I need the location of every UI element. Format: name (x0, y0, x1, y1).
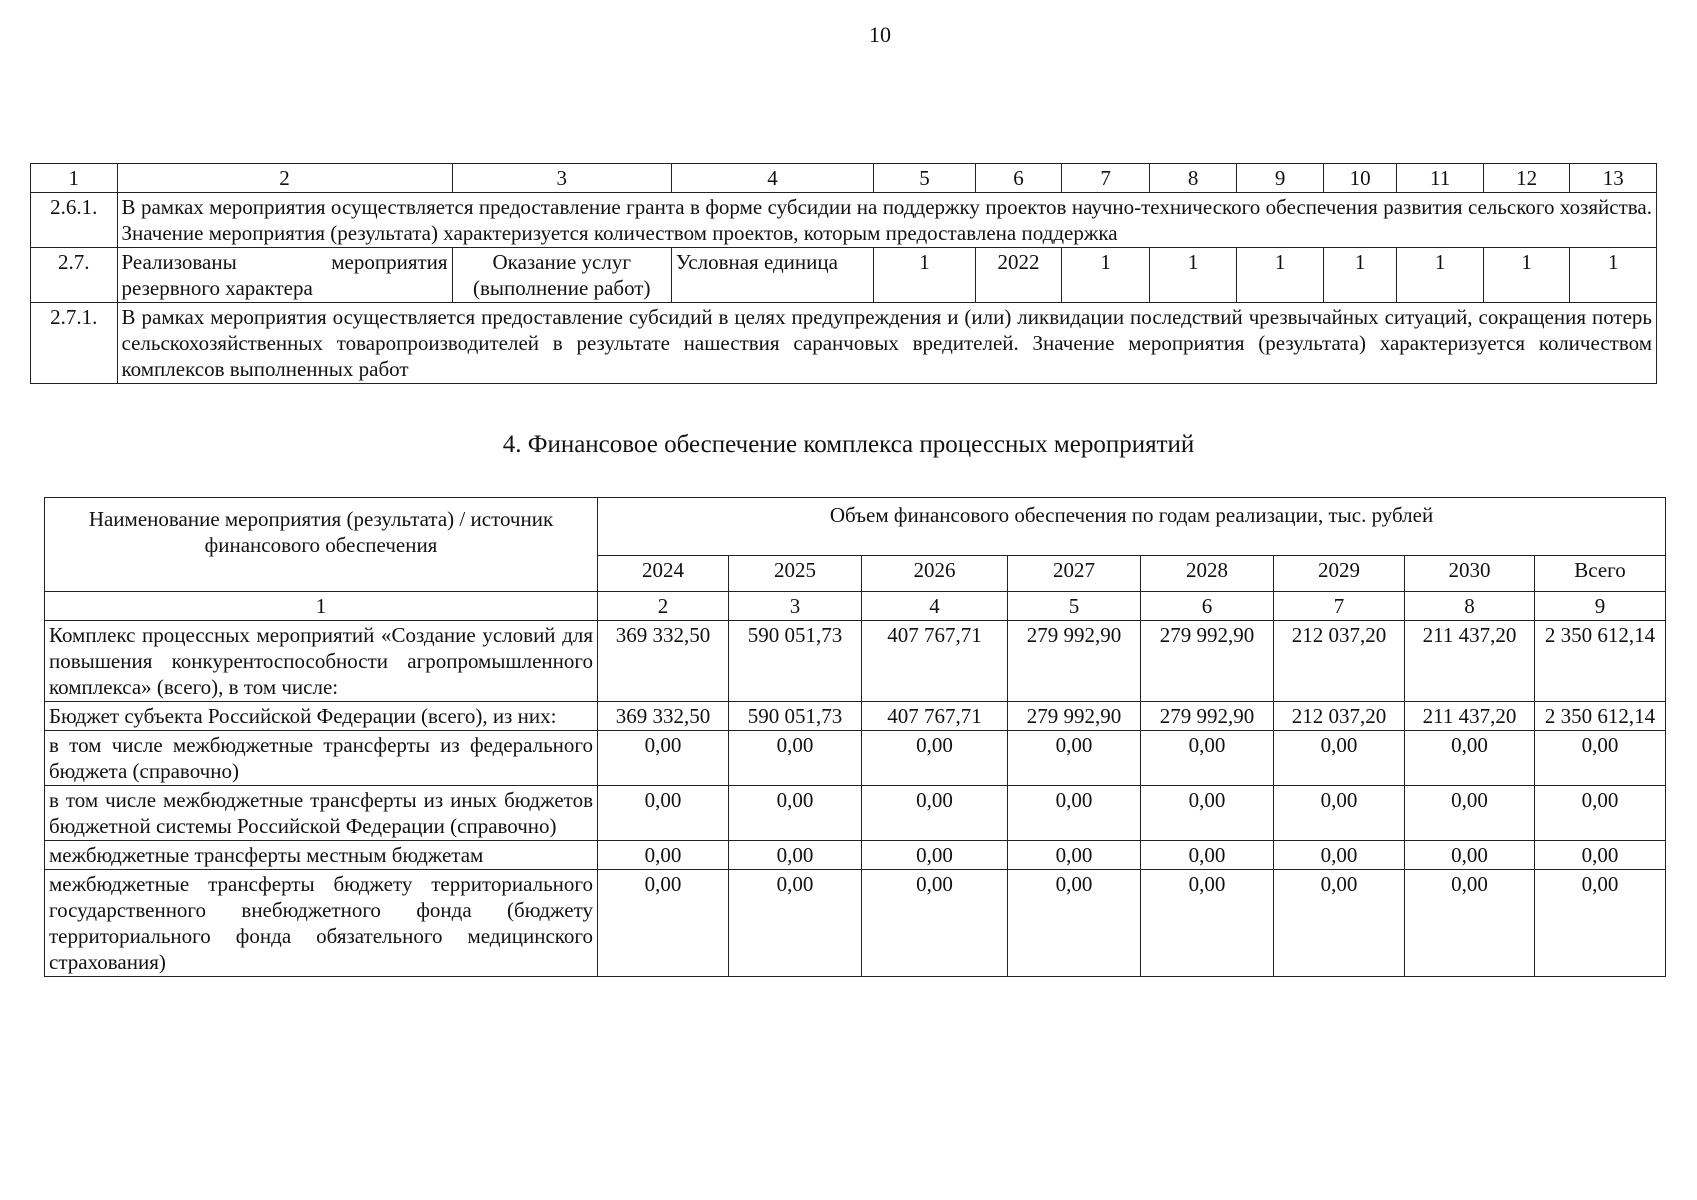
year-header: 2024 (598, 556, 729, 592)
table-row (45, 841, 1666, 870)
measure-name: Реализованы мероприятия резервного характера (117, 248, 452, 303)
col-header: 11 (1397, 164, 1484, 193)
year-header: 2026 (862, 556, 1008, 592)
year-header: 2028 (1141, 556, 1274, 592)
year-header: 2025 (729, 556, 862, 592)
cell-value: 212 037,20 (1274, 702, 1405, 731)
col-header: 8 (1149, 164, 1237, 193)
column-number: 9 (1535, 592, 1666, 621)
cell-value: 0,00 (1535, 841, 1666, 870)
cell-value: 0,00 (862, 870, 1008, 977)
col-header: 1 (31, 164, 118, 193)
row-number: 2.6.1. (31, 193, 118, 248)
row-name: в том числе межбюджетные трансферты из иных бюджетов бюджетной системы Российской Федерации (справочно) (45, 786, 598, 841)
cell-value: 0,00 (862, 841, 1008, 870)
cell-value: 0,00 (862, 731, 1008, 786)
col-header: 6 (975, 164, 1062, 193)
col-header: 13 (1570, 164, 1657, 193)
cell-value: 211 437,20 (1405, 702, 1535, 731)
table-row (45, 870, 1666, 977)
cell-value: 369 332,50 (598, 621, 729, 702)
cell-value: 212 037,20 (1274, 621, 1405, 702)
cell-value: 211 437,20 (1405, 621, 1535, 702)
cell-value: 279 992,90 (1008, 702, 1141, 731)
row-name: межбюджетные трансферты бюджету территориального государственного внебюджетного фонда (бюджету территориального фонда обязательного медицинского страхования) (45, 870, 598, 977)
column-number: 4 (862, 592, 1008, 621)
cell-value: 279 992,90 (1141, 621, 1274, 702)
section-title: 4. Финансовое обеспечение комплекса процессных мероприятий (502, 431, 1195, 458)
cell-value: 1 (1570, 248, 1657, 303)
cell-value: 0,00 (1535, 731, 1666, 786)
column-number: 5 (1008, 592, 1141, 621)
cell-value: 0,00 (729, 731, 862, 786)
cell-value: 0,00 (1535, 870, 1666, 977)
row-number: 2.7. (31, 248, 118, 303)
cell-value: 1 (1397, 248, 1484, 303)
cell-value: 279 992,90 (1008, 621, 1141, 702)
col-header: 10 (1323, 164, 1396, 193)
cell-value: 369 332,50 (598, 702, 729, 731)
column-number: 3 (729, 592, 862, 621)
financing-table (44, 497, 1666, 977)
cell-value: 1 (1483, 248, 1570, 303)
cell-value: 0,00 (729, 870, 862, 977)
table-row (45, 702, 1666, 731)
cell-value: 1 (1062, 248, 1150, 303)
column-number: 8 (1405, 592, 1535, 621)
row-name: Бюджет субъекта Российской Федерации (всего), из них: (45, 702, 598, 731)
name-column-header: Наименование мероприятия (результата) / источник финансового обеспечения (45, 498, 598, 592)
year-header: 2029 (1274, 556, 1405, 592)
cell-value: 0,00 (1405, 731, 1535, 786)
cell-value: 0,00 (1274, 786, 1405, 841)
header-row (45, 498, 1666, 556)
col-header: 2 (117, 164, 452, 193)
cell-value: 279 992,90 (1141, 702, 1274, 731)
page-number: 10 (869, 22, 891, 47)
cell-value: 0,00 (862, 786, 1008, 841)
cell-value: 0,00 (1141, 841, 1274, 870)
cell-value: 0,00 (1008, 841, 1141, 870)
row-number: 2.7.1. (31, 303, 118, 384)
cell-value: 0,00 (598, 731, 729, 786)
cell-value: 0,00 (1535, 786, 1666, 841)
measures-table (30, 163, 1657, 384)
cell-value: 0,00 (598, 870, 729, 977)
col-header: 5 (874, 164, 976, 193)
cell-value: 0,00 (1274, 870, 1405, 977)
cell-value: 0,00 (1141, 731, 1274, 786)
cell-value: 0,00 (1141, 870, 1274, 977)
column-numbers-row (45, 592, 1666, 621)
volume-header: Объем финансового обеспечения по годам реализации, тыс. рублей (598, 498, 1666, 556)
cell-value: 0,00 (1008, 731, 1141, 786)
measure-type: Оказание услуг (выполнение работ) (452, 248, 671, 303)
cell-value: 0,00 (1141, 786, 1274, 841)
table-row (45, 786, 1666, 841)
col-header: 3 (452, 164, 671, 193)
column-number: 7 (1274, 592, 1405, 621)
column-number: 2 (598, 592, 729, 621)
row-name: Комплекс процессных мероприятий «Создание условий для повышения конкурентоспособности агропромышленного комплекса» (всего), в том числе: (45, 621, 598, 702)
row-name: в том числе межбюджетные трансферты из федерального бюджета (справочно) (45, 731, 598, 786)
table-row (31, 248, 1657, 303)
cell-value: 1 (1149, 248, 1237, 303)
cell-value: 2022 (975, 248, 1062, 303)
column-number: 1 (45, 592, 598, 621)
cell-value: 1 (874, 248, 976, 303)
cell-value: 0,00 (1274, 731, 1405, 786)
cell-value: 1 (1323, 248, 1396, 303)
cell-value: 0,00 (729, 841, 862, 870)
total-header: Всего (1535, 556, 1666, 592)
cell-value: 590 051,73 (729, 621, 862, 702)
cell-value: 0,00 (1008, 870, 1141, 977)
year-header: 2030 (1405, 556, 1535, 592)
col-header: 9 (1237, 164, 1324, 193)
cell-value: 2 350 612,14 (1535, 702, 1666, 731)
cell-value: 1 (1237, 248, 1324, 303)
cell-value: 0,00 (1405, 786, 1535, 841)
year-header: 2027 (1008, 556, 1141, 592)
measure-unit: Условная единица (671, 248, 873, 303)
table-row (31, 303, 1657, 384)
row-name: межбюджетные трансферты местным бюджетам (45, 841, 598, 870)
col-header: 4 (671, 164, 873, 193)
row-description: В рамках мероприятия осуществляется предоставление субсидий в целях предупреждения и (или) ликвидации последствий чрезвычайных ситуаций, сокращения потерь сельскохозяйственных товаропроизводителей в результате нашествия саранчовых вредителей. Значение мероприятия (результата) характеризуется количеством комплексов выполненных работ (117, 303, 1656, 384)
cell-value: 0,00 (1405, 870, 1535, 977)
col-header: 7 (1062, 164, 1150, 193)
table-row (45, 731, 1666, 786)
cell-value: 0,00 (1008, 786, 1141, 841)
col-header: 12 (1483, 164, 1570, 193)
table-row (45, 621, 1666, 702)
cell-value: 2 350 612,14 (1535, 621, 1666, 702)
cell-value: 0,00 (1405, 841, 1535, 870)
cell-value: 0,00 (598, 841, 729, 870)
cell-value: 407 767,71 (862, 702, 1008, 731)
cell-value: 0,00 (598, 786, 729, 841)
cell-value: 407 767,71 (862, 621, 1008, 702)
header-row (31, 164, 1657, 193)
cell-value: 0,00 (1274, 841, 1405, 870)
column-number: 6 (1141, 592, 1274, 621)
cell-value: 590 051,73 (729, 702, 862, 731)
cell-value: 0,00 (729, 786, 862, 841)
table-row (31, 193, 1657, 248)
row-description: В рамках мероприятия осуществляется предоставление гранта в форме субсидии на поддержку проектов научно-технического обеспечения развития сельского хозяйства. Значение мероприятия (результата) характеризуется количеством проектов, которым предоставлена поддержка (117, 193, 1656, 248)
